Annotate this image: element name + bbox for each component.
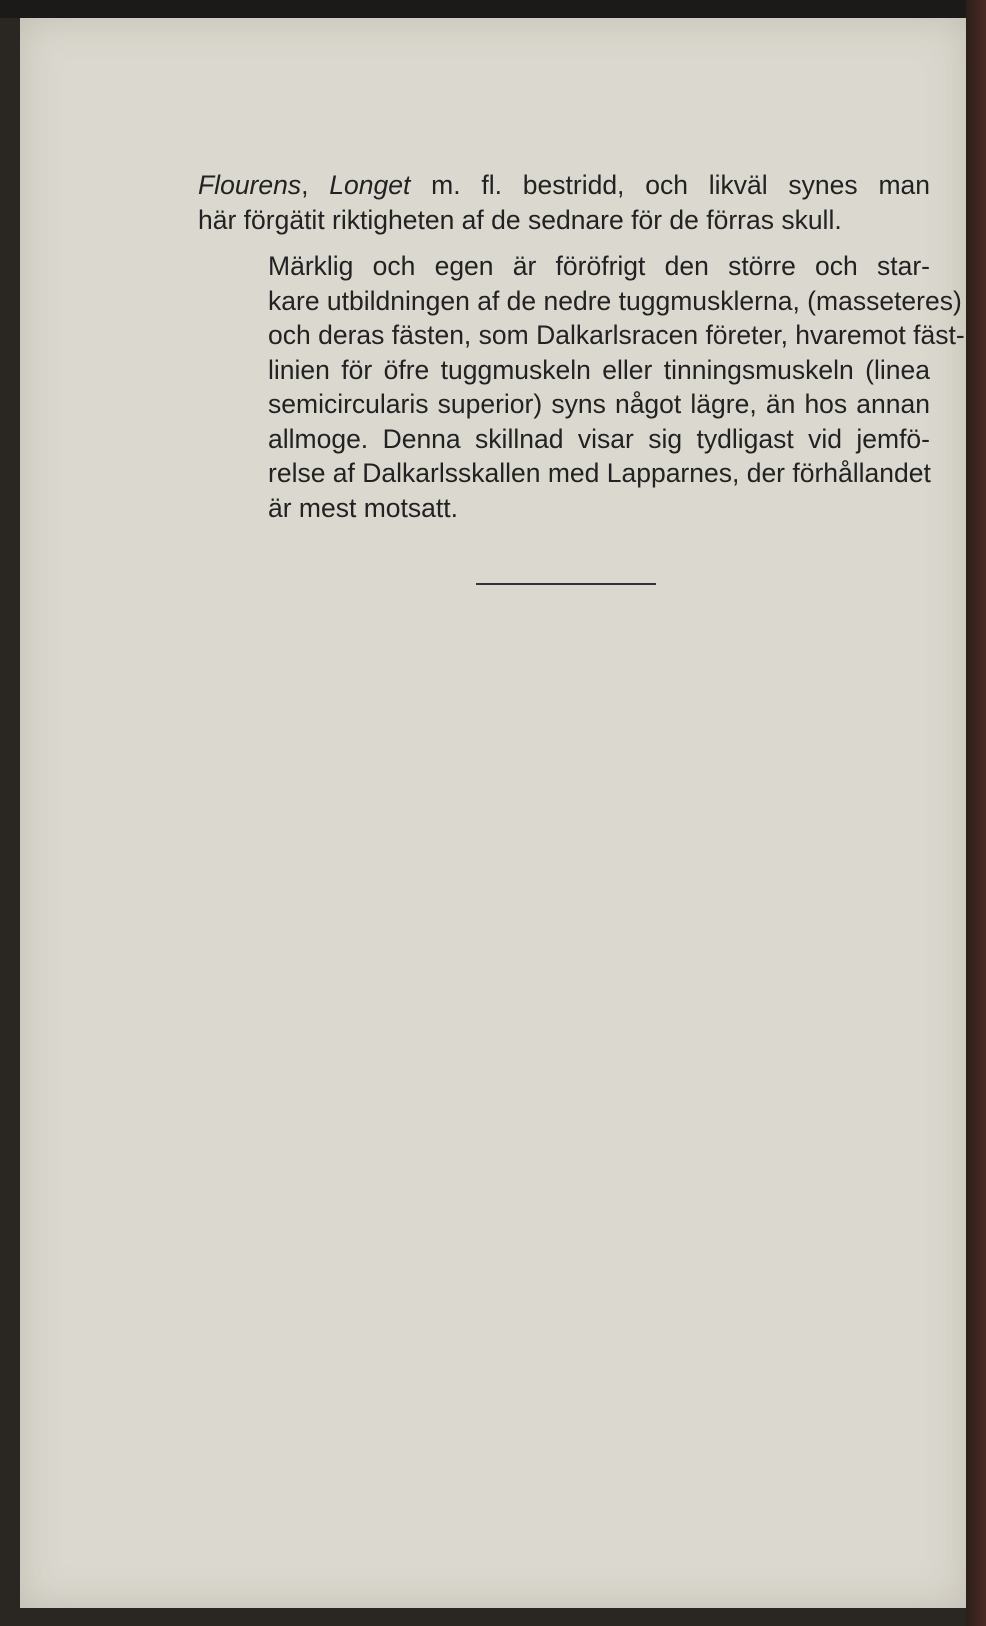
body-text <box>198 168 965 525</box>
text-run: m. fl. bestridd, och likväl synes man <box>410 170 930 200</box>
book-spine-edge <box>966 0 986 1626</box>
author-name: Longet <box>329 170 411 200</box>
section-divider <box>476 583 656 585</box>
text-line: Märklig och egen är föröfrigt den större och star- <box>268 251 930 281</box>
text-line: och deras fästen, som Dalkarlsracen företer, hvaremot fäst- <box>268 320 965 350</box>
separator: , <box>301 170 330 200</box>
text-line: semicircularis superior) syns något lägre, än hos annan <box>268 389 930 419</box>
text-line: allmoge. Denna skillnad visar sig tydligast vid jemfö- <box>268 423 930 454</box>
text-line: här förgätit riktigheten af de sednare för de förras skull. <box>198 204 842 235</box>
author-name: Flourens <box>198 170 302 200</box>
page-top-edge <box>0 0 986 18</box>
paragraph-2 <box>198 249 965 525</box>
text-line: relse af Dalkarlsskallen med Lapparnes, der förhållandet <box>268 458 931 488</box>
text-line <box>198 168 930 203</box>
text-line: är mest motsatt. <box>268 492 458 523</box>
paragraph-1 <box>198 168 930 237</box>
text-line: linien för öfre tuggmuskeln eller tinningsmuskeln (linea <box>268 354 930 385</box>
text-line: kare utbildningen af de nedre tuggmusklerna, (masseteres) <box>268 285 962 316</box>
